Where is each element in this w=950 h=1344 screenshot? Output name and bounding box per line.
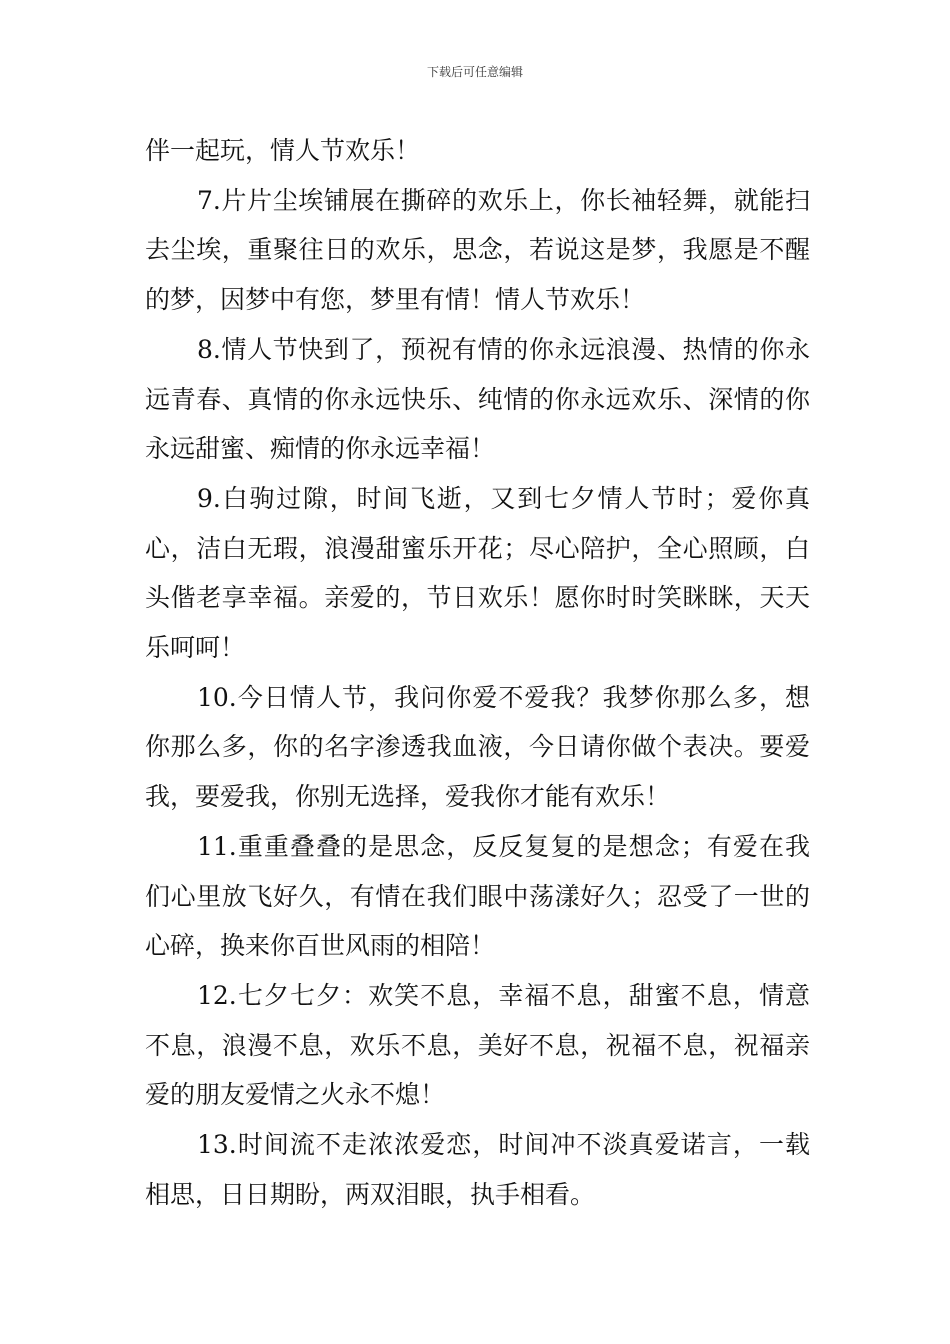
paragraph-item-8: 8.情人节快到了，预祝有情的你永远浪漫、热情的你永远青春、真情的你永远快乐、纯情的你永远欢乐、深情的你永远甜蜜、痴情的你永远幸福！ <box>145 334 810 464</box>
page-header: 下载后可任意编辑 <box>426 65 523 79</box>
document-body <box>145 126 810 1219</box>
paragraph-item-12: 12.七夕七夕：欢笑不息，幸福不息，甜蜜不息，情意不息，浪漫不息，欢乐不息，美好不息，祝福不息，祝福亲爱的朋友爱情之火永不熄！ <box>145 980 810 1110</box>
paragraph-item-9: 9.白驹过隙，时间飞逝，又到七夕情人节时；爱你真心，洁白无瑕，浪漫甜蜜乐开花；尽心陪护，全心照顾，白头偕老享幸福。亲爱的，节日欢乐！愿你时时笑眯眯，天天乐呵呵！ <box>145 483 810 663</box>
paragraph-item-7: 7.片片尘埃铺展在撕碎的欢乐上，你长袖轻舞，就能扫去尘埃，重聚往日的欢乐，思念，若说这是梦，我愿是不醒的梦，因梦中有您，梦里有情！情人节欢乐！ <box>145 185 810 315</box>
paragraph-item-13: 13.时间流不走浓浓爱恋，时间冲不淡真爱诺言，一载相思，日日期盼，两双泪眼，执手相看。 <box>145 1130 810 1209</box>
paragraph-continuation: 伴一起玩，情人节欢乐！ <box>145 136 421 165</box>
paragraph-item-10: 10.今日情人节，我问你爱不爱我？我梦你那么多，想你那么多，你的名字渗透我血液，今日请你做个表决。要爱我，要爱我，你别无选择，爱我你才能有欢乐！ <box>145 682 810 812</box>
paragraph-item-11: 11.重重叠叠的是思念，反反复复的是想念；有爱在我们心里放飞好久，有情在我们眼中荡漾好久；忍受了一世的心碎，换来你百世风雨的相陪！ <box>145 831 810 961</box>
